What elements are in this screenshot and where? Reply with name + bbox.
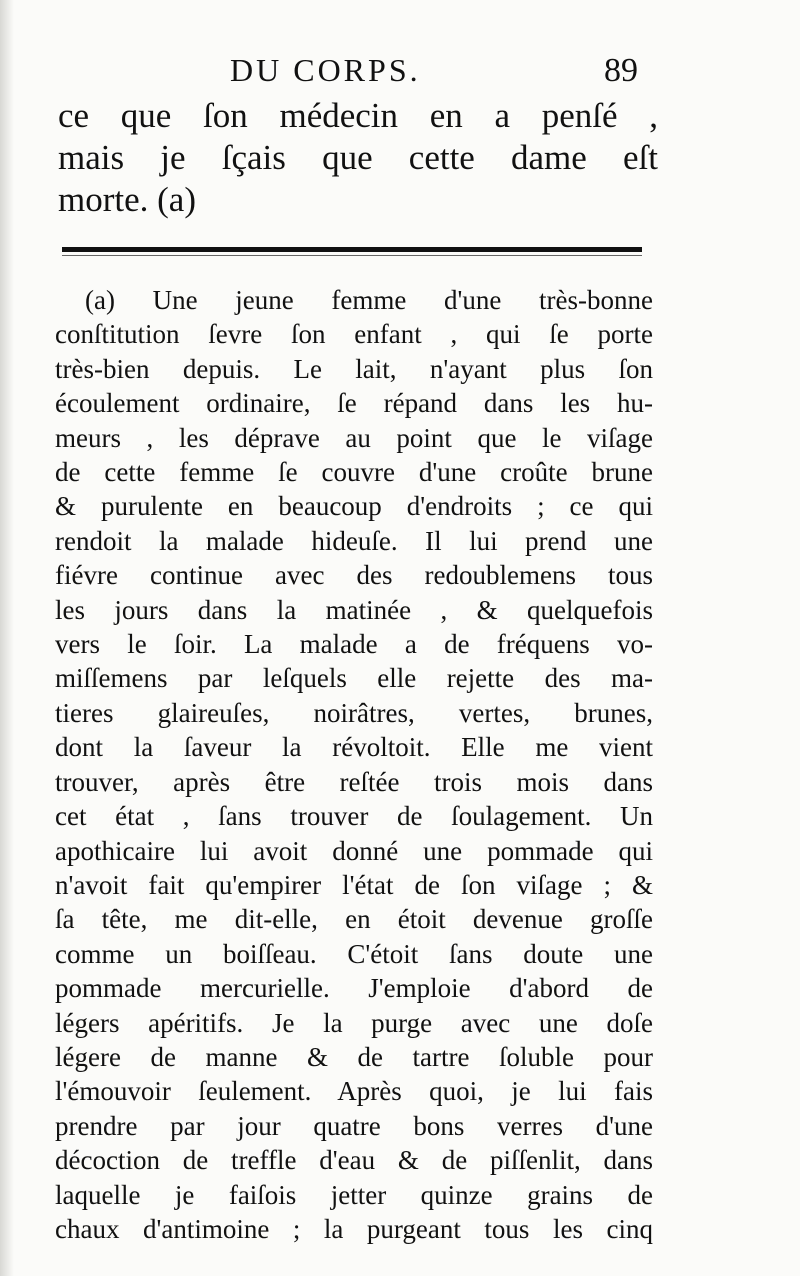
footnote-line: miſſemens par leſquels elle rejette des ma- xyxy=(55,663,653,694)
page-header xyxy=(0,52,800,100)
footnote-line: comme un boiſſeau. C'étoit ſans doute une xyxy=(55,938,653,969)
footnote-line: tieres glaireuſes, noirâtres, vertes, brunes, xyxy=(55,697,653,728)
text-line: mais je ſçais que cette dame eſt xyxy=(58,138,658,177)
text-line: ce que ſon médecin en a penſé , xyxy=(58,96,658,135)
footnote-line: rendoit la malade hideuſe. Il lui prend une xyxy=(55,525,653,556)
footnote-line: légers apéritifs. Je la purge avec une doſe xyxy=(55,1007,653,1038)
footnote-line: (a) Une jeune femme d'une très-bonne xyxy=(85,285,653,315)
footnote-line: fiévre continue avec des redoublemens tous xyxy=(55,560,653,591)
page-number: 89 xyxy=(604,52,638,89)
footnote-line: conſtitution ſevre ſon enfant , qui ſe porte xyxy=(55,319,653,350)
footnote-line: pommade mercurielle. J'emploie d'abord de xyxy=(55,973,653,1004)
footnote-line: prendre par jour quatre bons verres d'une xyxy=(55,1110,653,1141)
footnote-line: légere de manne & de tartre ſoluble pour xyxy=(55,1041,653,1072)
footnote-separator-rule xyxy=(62,247,642,252)
footnote-line: écoulement ordinaire, ſe répand dans les hu- xyxy=(55,388,653,419)
main-text xyxy=(58,95,658,221)
footnote-line: apothicaire lui avoit donné une pommade qui xyxy=(55,835,653,866)
footnote-line: très-bien depuis. Le lait, n'ayant plus ſon xyxy=(55,353,653,384)
footnote-line: décoction de treffle d'eau & de piſſenlit, dans xyxy=(55,1145,653,1176)
footnote-line: les jours dans la matinée , & quelquefois xyxy=(55,594,653,625)
running-title: DU CORPS. xyxy=(230,52,421,88)
footnote-line: & purulente en beaucoup d'endroits ; ce qui xyxy=(55,491,653,522)
footnote-line: ſa tête, me dit-elle, en étoit devenue groſſe xyxy=(55,904,653,935)
footnote-line: trouver, après être reſtée trois mois dans xyxy=(55,766,653,797)
footnote-line: meurs , les déprave au point que le viſage xyxy=(55,422,653,453)
footnote-line: l'émouvoir ſeulement. Après quoi, je lui fais xyxy=(55,1076,653,1107)
footnote xyxy=(55,283,653,1246)
footnote-line: dont la ſaveur la révoltoit. Elle me vient xyxy=(55,732,653,763)
footnote-line: chaux d'antimoine ; la purgeant tous les cinq xyxy=(55,1213,653,1244)
footnote-line: cet état , ſans trouver de ſoulagement. Un xyxy=(55,801,653,832)
footnote-line: de cette femme ſe couvre d'une croûte brune xyxy=(55,457,653,488)
footnote-line: n'avoit fait qu'empirer l'état de ſon viſage ; & xyxy=(55,869,653,900)
footnote-line: laquelle je faiſois jetter quinze grains de xyxy=(55,1179,653,1210)
text-line: morte. (a) xyxy=(58,180,196,219)
footnote-line: vers le ſoir. La malade a de fréquens vo- xyxy=(55,629,653,660)
